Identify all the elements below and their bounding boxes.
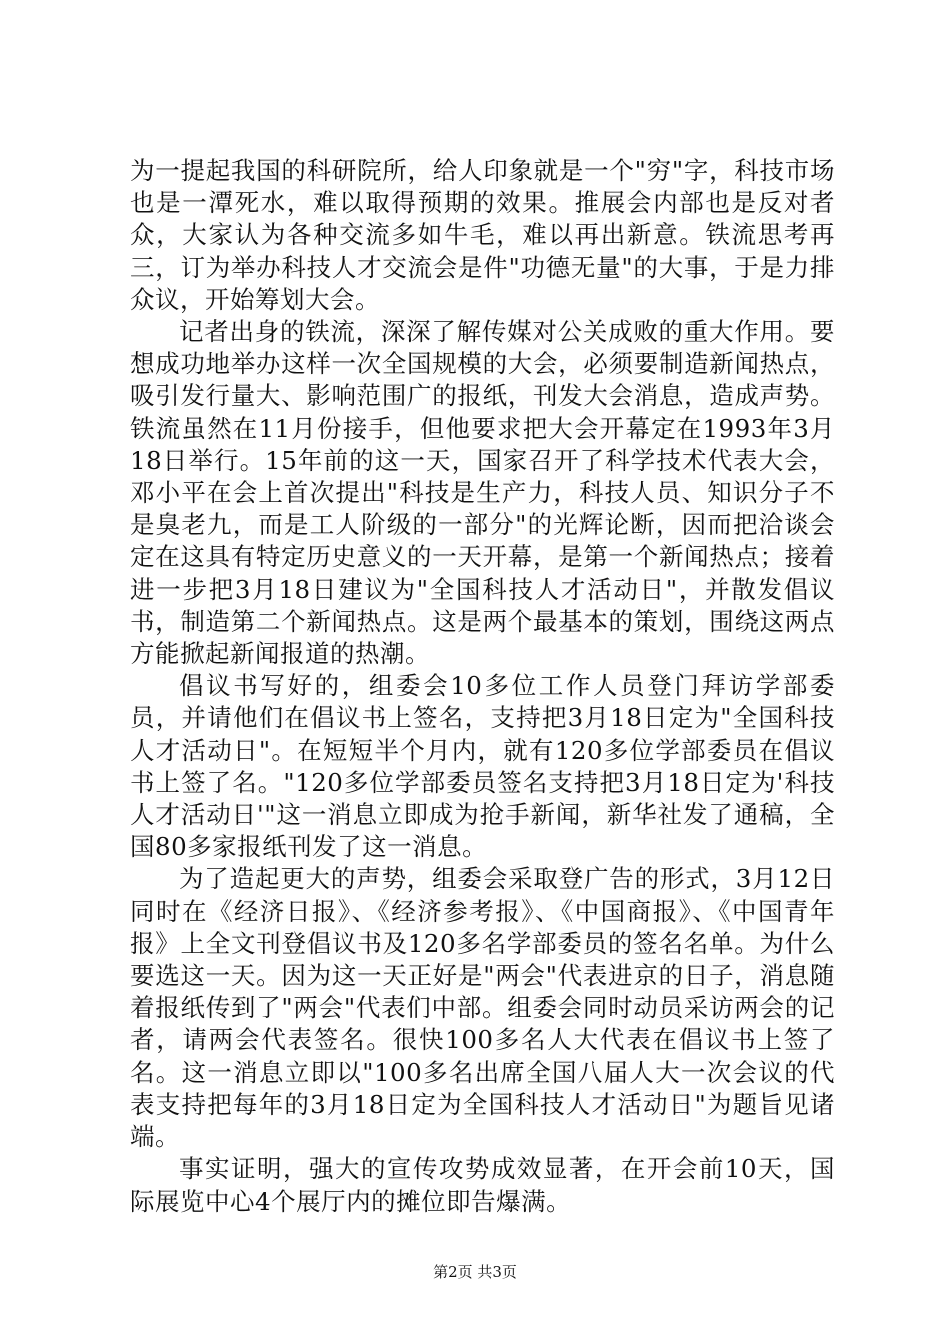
- paragraph-2: 记者出身的铁流，深深了解传媒对公关成败的重大作用。要想成功地举办这样一次全国规模的大会，必须要制造新闻热点，吸引发行量大、影响范围广的报纸，刊发大会消息，造成声势。铁流虽然在11月份接手，但他要求把大会开幕定在1993年3月18日举行。15年前的这一天，国家召开了科学技术代表大会，邓小平在会上首次提出"科技是生产力，科技人员、知识分子不是臭老九，而是工人阶级的一部分"的光辉论断，因而把洽谈会定在这具有特定历史意义的一天开幕，是第一个新闻热点；接着进一步把3月18日建议为"全国科技人才活动日"，并散发倡议书，制造第二个新闻热点。这是两个最基本的策划，围绕这两点方能掀起新闻报道的热潮。: [130, 317, 835, 669]
- document-body: [130, 155, 835, 1218]
- paragraph-1: 为一提起我国的科研院所，给人印象就是一个"穷"字，科技市场也是一潭死水，难以取得预期的效果。推展会内部也是反对者众，大家认为各种交流多如牛毛，难以再出新意。铁流思考再三，订为举办科技人才交流会是件"功德无量"的大事，于是力排众议，开始筹划大会。: [130, 156, 835, 314]
- paragraph-5: 事实证明，强大的宣传攻势成效显著，在开会前10天，国际展览中心4个展厅内的摊位即告爆满。: [130, 1154, 835, 1216]
- page-number-footer: 第2页 共3页: [433, 1263, 517, 1281]
- paragraph-4: 为了造起更大的声势，组委会采取登广告的形式，3月12日同时在《经济日报》、《经济参考报》、《中国商报》、《中国青年报》上全文刊登倡议书及120多名学部委员的签名名单。为什么要选这一天。因为这一天正好是"两会"代表进京的日子，消息随着报纸传到了"两会"代表们中部。组委会同时动员采访两会的记者，请两会代表签名。很快100多名人大代表在倡议书上签了名。这一消息立即以"100多名出席全国八届人大一次会议的代表支持把每年的3月18日定为全国科技人才活动日"为题旨见诸端。: [130, 864, 835, 1152]
- paragraph-3: 倡议书写好的，组委会10多位工作人员登门拜访学部委员，并请他们在倡议书上签名，支持把3月18日定为"全国科技人才活动日"。在短短半个月内，就有120多位学部委员在倡议书上签了名。"120多位学部委员签名支持把3月18日定为'科技人才活动日'"这一消息立即成为抢手新闻，新华社发了通稿，全国80多家报纸刊发了这一消息。: [130, 671, 835, 862]
